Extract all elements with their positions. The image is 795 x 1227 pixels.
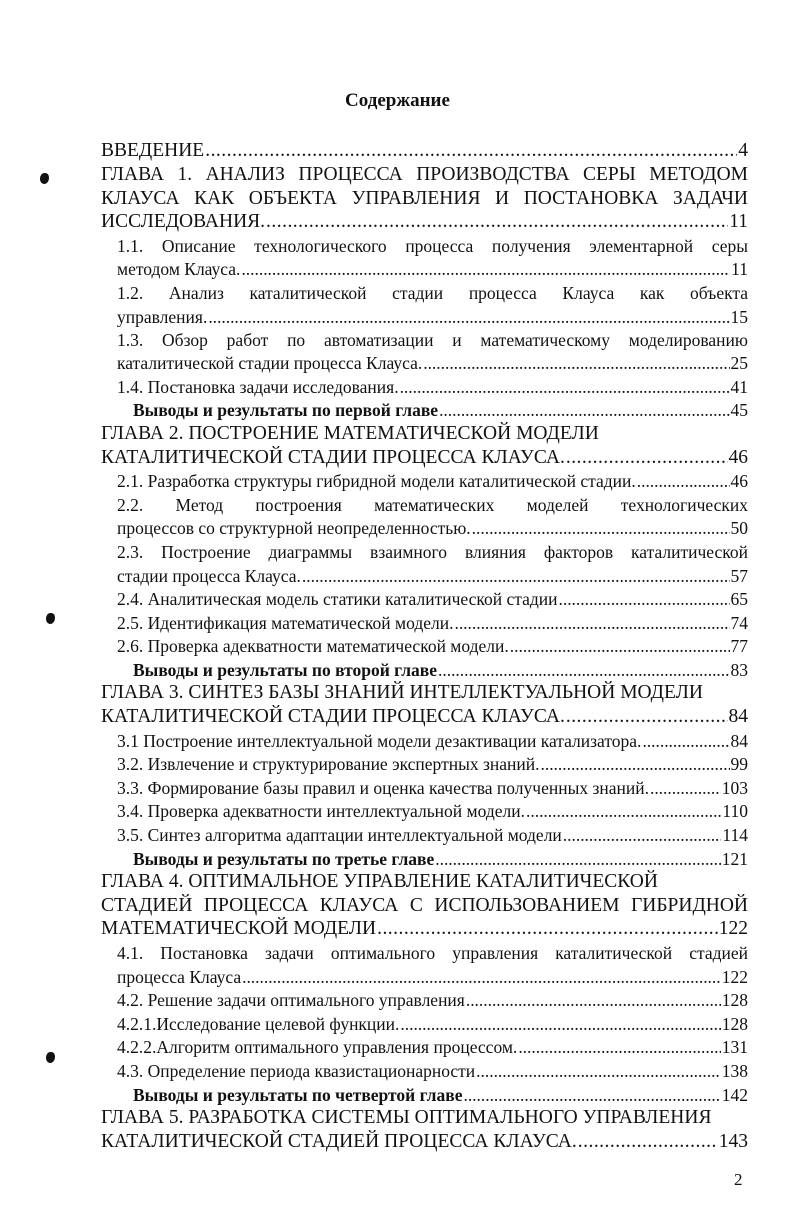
toc-entry-2-3-line-1[interactable]: 2.3. Построение диаграммы взаимного влияния факторов каталитической [117,542,748,562]
toc-entry-text: КАТАЛИТИЧЕСКОЙ СТАДИИ ПРОЦЕССА КЛАУСА. [101,706,565,727]
dot-leader [423,351,729,375]
toc-results-chapter-2[interactable] [133,658,748,682]
toc-entry-text: процесса Клауса [117,967,242,987]
toc-entry-text: Выводы и результаты по второй главе [133,660,438,680]
dot-leader [205,139,737,163]
toc-entry-1-2-line-1[interactable]: 1.2. Анализ каталитической стадии процесса Клауса как объекта [117,283,748,303]
toc-chapter-5-line-1[interactable]: ГЛАВА 5. РАЗРАБОТКА СИСТЕМЫ ОПТИМАЛЬНОГО УПРАВЛЕНИЯ [101,1107,712,1128]
toc-entry-4-1-line-1[interactable]: 4.1. Постановка задачи оптимального управления каталитической стадией [117,943,748,963]
toc-entry-3-5[interactable] [117,823,748,847]
toc-entry-2-6[interactable] [117,634,748,658]
toc-entry-text: Выводы и результаты по третье главе [133,849,435,869]
toc-page-number: 50 [730,518,748,538]
toc-page-number: 114 [722,825,748,845]
dot-leader [472,516,730,540]
toc-entry-2-5[interactable] [117,611,748,635]
dot-leader [566,705,728,729]
toc-page-number: 128 [721,1014,748,1034]
toc-entry-3-1[interactable] [117,729,748,753]
toc-chapter-3-line-1[interactable]: ГЛАВА 3. СИНТЕЗ БАЗЫ ЗНАНИЙ ИНТЕЛЛЕКТУАЛЬНОЙ МОДЕЛИ [101,682,703,703]
dot-leader [438,658,729,682]
toc-entry-2-4[interactable] [117,587,748,611]
toc-entry-text: каталитической стадии процесса Клауса. [117,353,423,373]
dot-leader [439,398,729,422]
dot-leader [400,375,730,399]
toc-entry-4-1-line-2[interactable] [117,965,748,989]
toc-entry-text: 2.6. Проверка адекватности математической модели. [117,636,509,656]
toc-entry-text: КАТАЛИТИЧЕСКОЙ СТАДИЕЙ ПРОЦЕССА КЛАУСА. [101,1131,577,1152]
dot-leader [302,564,730,588]
toc-entry-1-4[interactable] [117,375,748,399]
toc-entry-3-3[interactable] [117,776,748,800]
dot-leader [510,634,730,658]
toc-page-number: 46 [730,471,748,491]
toc-entry-text: 3.1 Построение интеллектуальной модели дезактивации катализатора. [117,731,642,751]
toc-entry-text: методом Клауса. [117,259,241,279]
dot-leader [242,965,721,989]
toc-entry-4-2[interactable] [117,988,748,1012]
toc-entry-1-3-line-2[interactable] [117,351,748,375]
toc-page-number: 122 [718,918,748,939]
toc-entry-2-2-line-2[interactable] [117,516,748,540]
toc-page-number: 74 [730,613,748,633]
toc-page-number: 15 [730,307,748,327]
dot-leader [526,799,721,823]
toc-entry-2-2-line-1[interactable]: 2.2. Метод построения математических моделей технологических [117,495,748,515]
toc-page-number: 57 [730,566,748,586]
toc-entry-4-2-1[interactable] [117,1012,748,1036]
toc-entry-text: процессов со структурной неопределенностью. [117,518,471,538]
dot-leader [208,305,729,329]
toc-entry-text: 4.3. Определение периода квазистационарности [117,1061,476,1081]
toc-page-number: 84 [730,731,748,751]
dot-leader [650,776,721,800]
toc-page-number: 46 [728,447,748,468]
dot-leader [463,1083,720,1107]
dot-leader [518,1035,720,1059]
toc-results-chapter-1[interactable] [133,398,748,422]
toc-page-number: 65 [730,589,748,609]
toc-chapter-1-line-1[interactable]: ГЛАВА 1. АНАЛИЗ ПРОЦЕССА ПРОИЗВОДСТВА СЕРЫ МЕТОДОМ [101,164,748,185]
toc-page-number: 138 [721,1061,748,1081]
dot-leader [400,1012,720,1036]
toc-entry-4-3[interactable] [117,1059,748,1083]
toc-entry-text: Выводы и результаты по первой главе [133,400,439,420]
toc-page-number: 142 [721,1085,748,1105]
toc-entry-text: 2.5. Идентификация математической модели. [117,613,454,633]
dot-leader [559,587,730,611]
toc-entry-text: 3.4. Проверка адекватности интеллектуальной модели. [117,801,526,821]
toc-page-number: 128 [721,990,748,1010]
toc-entry-text: стадии процесса Клауса. [117,566,301,586]
toc-entry-1-2-line-2[interactable] [117,305,748,329]
toc-entry-text: 4.2. Решение задачи оптимального управления [117,990,465,1010]
toc-entry-text: Выводы и результаты по четвертой главе [133,1085,463,1105]
toc-entry-text: ВВЕДЕНИЕ [101,140,205,161]
dot-leader [578,1130,718,1154]
toc-page-number: 11 [729,211,748,232]
toc-entry-4-2-2[interactable] [117,1035,748,1059]
dot-leader [541,752,730,776]
toc-entry-text: 3.3. Формирование базы правил и оценка качества полученных знаний. [117,778,649,798]
toc-chapter-4-line-3[interactable] [101,917,748,941]
toc-entry-1-3-line-1[interactable]: 1.3. Обзор работ по автоматизации и математическому моделированию [117,330,748,350]
toc-entry-3-4[interactable] [117,799,748,823]
dot-leader [454,611,729,635]
toc-page-number: 99 [730,754,748,774]
toc-page-number: 84 [728,706,748,727]
toc-chapter-5-line-2[interactable] [101,1130,748,1154]
toc-entry-text: МАТЕМАТИЧЕСКОЙ МОДЕЛИ [101,918,377,939]
toc-entry-text: 2.1. Разработка структуры гибридной модели каталитической стадии. [117,471,636,491]
toc-page-number: 45 [730,400,748,420]
toc-chapter-1-line-3[interactable] [101,210,748,234]
toc-results-chapter-3[interactable] [133,847,748,871]
dot-leader [566,446,728,470]
toc-page-number: 83 [730,660,748,680]
dot-leader [476,1059,721,1083]
toc-chapter-3-line-2[interactable] [101,705,748,729]
toc-entry-text: 3.5. Синтез алгоритма адаптации интеллектуальной модели [117,825,562,845]
toc-entry-text: 1.4. Постановка задачи исследования. [117,377,399,397]
toc-entry-text: 4.2.1.Исследование целевой функции. [117,1014,400,1034]
toc-entry-text: 3.2. Извлечение и структурирование экспертных знаний. [117,754,540,774]
toc-entry-1-1-line-1[interactable]: 1.1. Описание технологического процесса получения элементарной серы [117,236,748,256]
toc-chapter-4-line-2[interactable]: СТАДИЕЙ ПРОЦЕССА КЛАУСА С ИСПОЛЬЗОВАНИЕМ ГИБРИДНОЙ [101,895,748,916]
dot-leader [266,210,728,234]
toc-results-chapter-4[interactable] [133,1083,748,1107]
page-title: Содержание [345,90,450,111]
toc-entry-text: 2.4. Аналитическая модель статики каталитической стадии [117,589,558,609]
dot-leader [642,729,729,753]
toc-entry-text: КАТАЛИТИЧЕСКОЙ СТАДИИ ПРОЦЕССА КЛАУСА. [101,447,565,468]
toc-page-number: 143 [718,1131,748,1152]
toc-entry-intro[interactable] [101,139,748,163]
dot-leader [637,469,730,493]
toc-page-number: 131 [721,1037,748,1057]
dot-leader [241,257,730,281]
page-number: 2 [734,1170,743,1189]
dot-leader [377,917,718,941]
toc-entry-2-3-line-2[interactable] [117,564,748,588]
dot-leader [563,823,722,847]
toc-page-number: 77 [730,636,748,656]
toc-entry-1-1-line-2[interactable] [117,257,748,281]
toc-page-number: 110 [722,801,748,821]
toc-entry-text: управления. [117,307,208,327]
dot-leader [466,988,721,1012]
toc-entry-text: ИССЛЕДОВАНИЯ. [101,211,266,232]
toc-page-number: 25 [730,353,748,373]
toc-entry-2-1[interactable] [117,469,748,493]
toc-page-number: 103 [721,778,748,798]
toc-page-number: 41 [730,377,748,397]
toc-entry-text: 4.2.2.Алгоритм оптимального управления процессом. [117,1037,518,1057]
toc-entry-3-2[interactable] [117,752,748,776]
toc-page-number: 122 [721,967,748,987]
toc-chapter-2-line-1[interactable]: ГЛАВА 2. ПОСТРОЕНИЕ МАТЕМАТИЧЕСКОЙ МОДЕЛИ [101,423,599,444]
toc-page-number: 4 [738,140,748,161]
toc-chapter-4-line-1[interactable]: ГЛАВА 4. ОПТИМАЛЬНОЕ УПРАВЛЕНИЕ КАТАЛИТИЧЕСКОЙ [101,871,658,892]
toc-page-number: 121 [721,849,748,869]
dot-leader [435,847,721,871]
toc-chapter-2-line-2[interactable] [101,446,748,470]
toc-chapter-1-line-2[interactable]: КЛАУСА КАК ОБЪЕКТА УПРАВЛЕНИЯ И ПОСТАНОВКА ЗАДАЧИ [101,188,748,209]
toc-page-number: 11 [731,259,748,279]
